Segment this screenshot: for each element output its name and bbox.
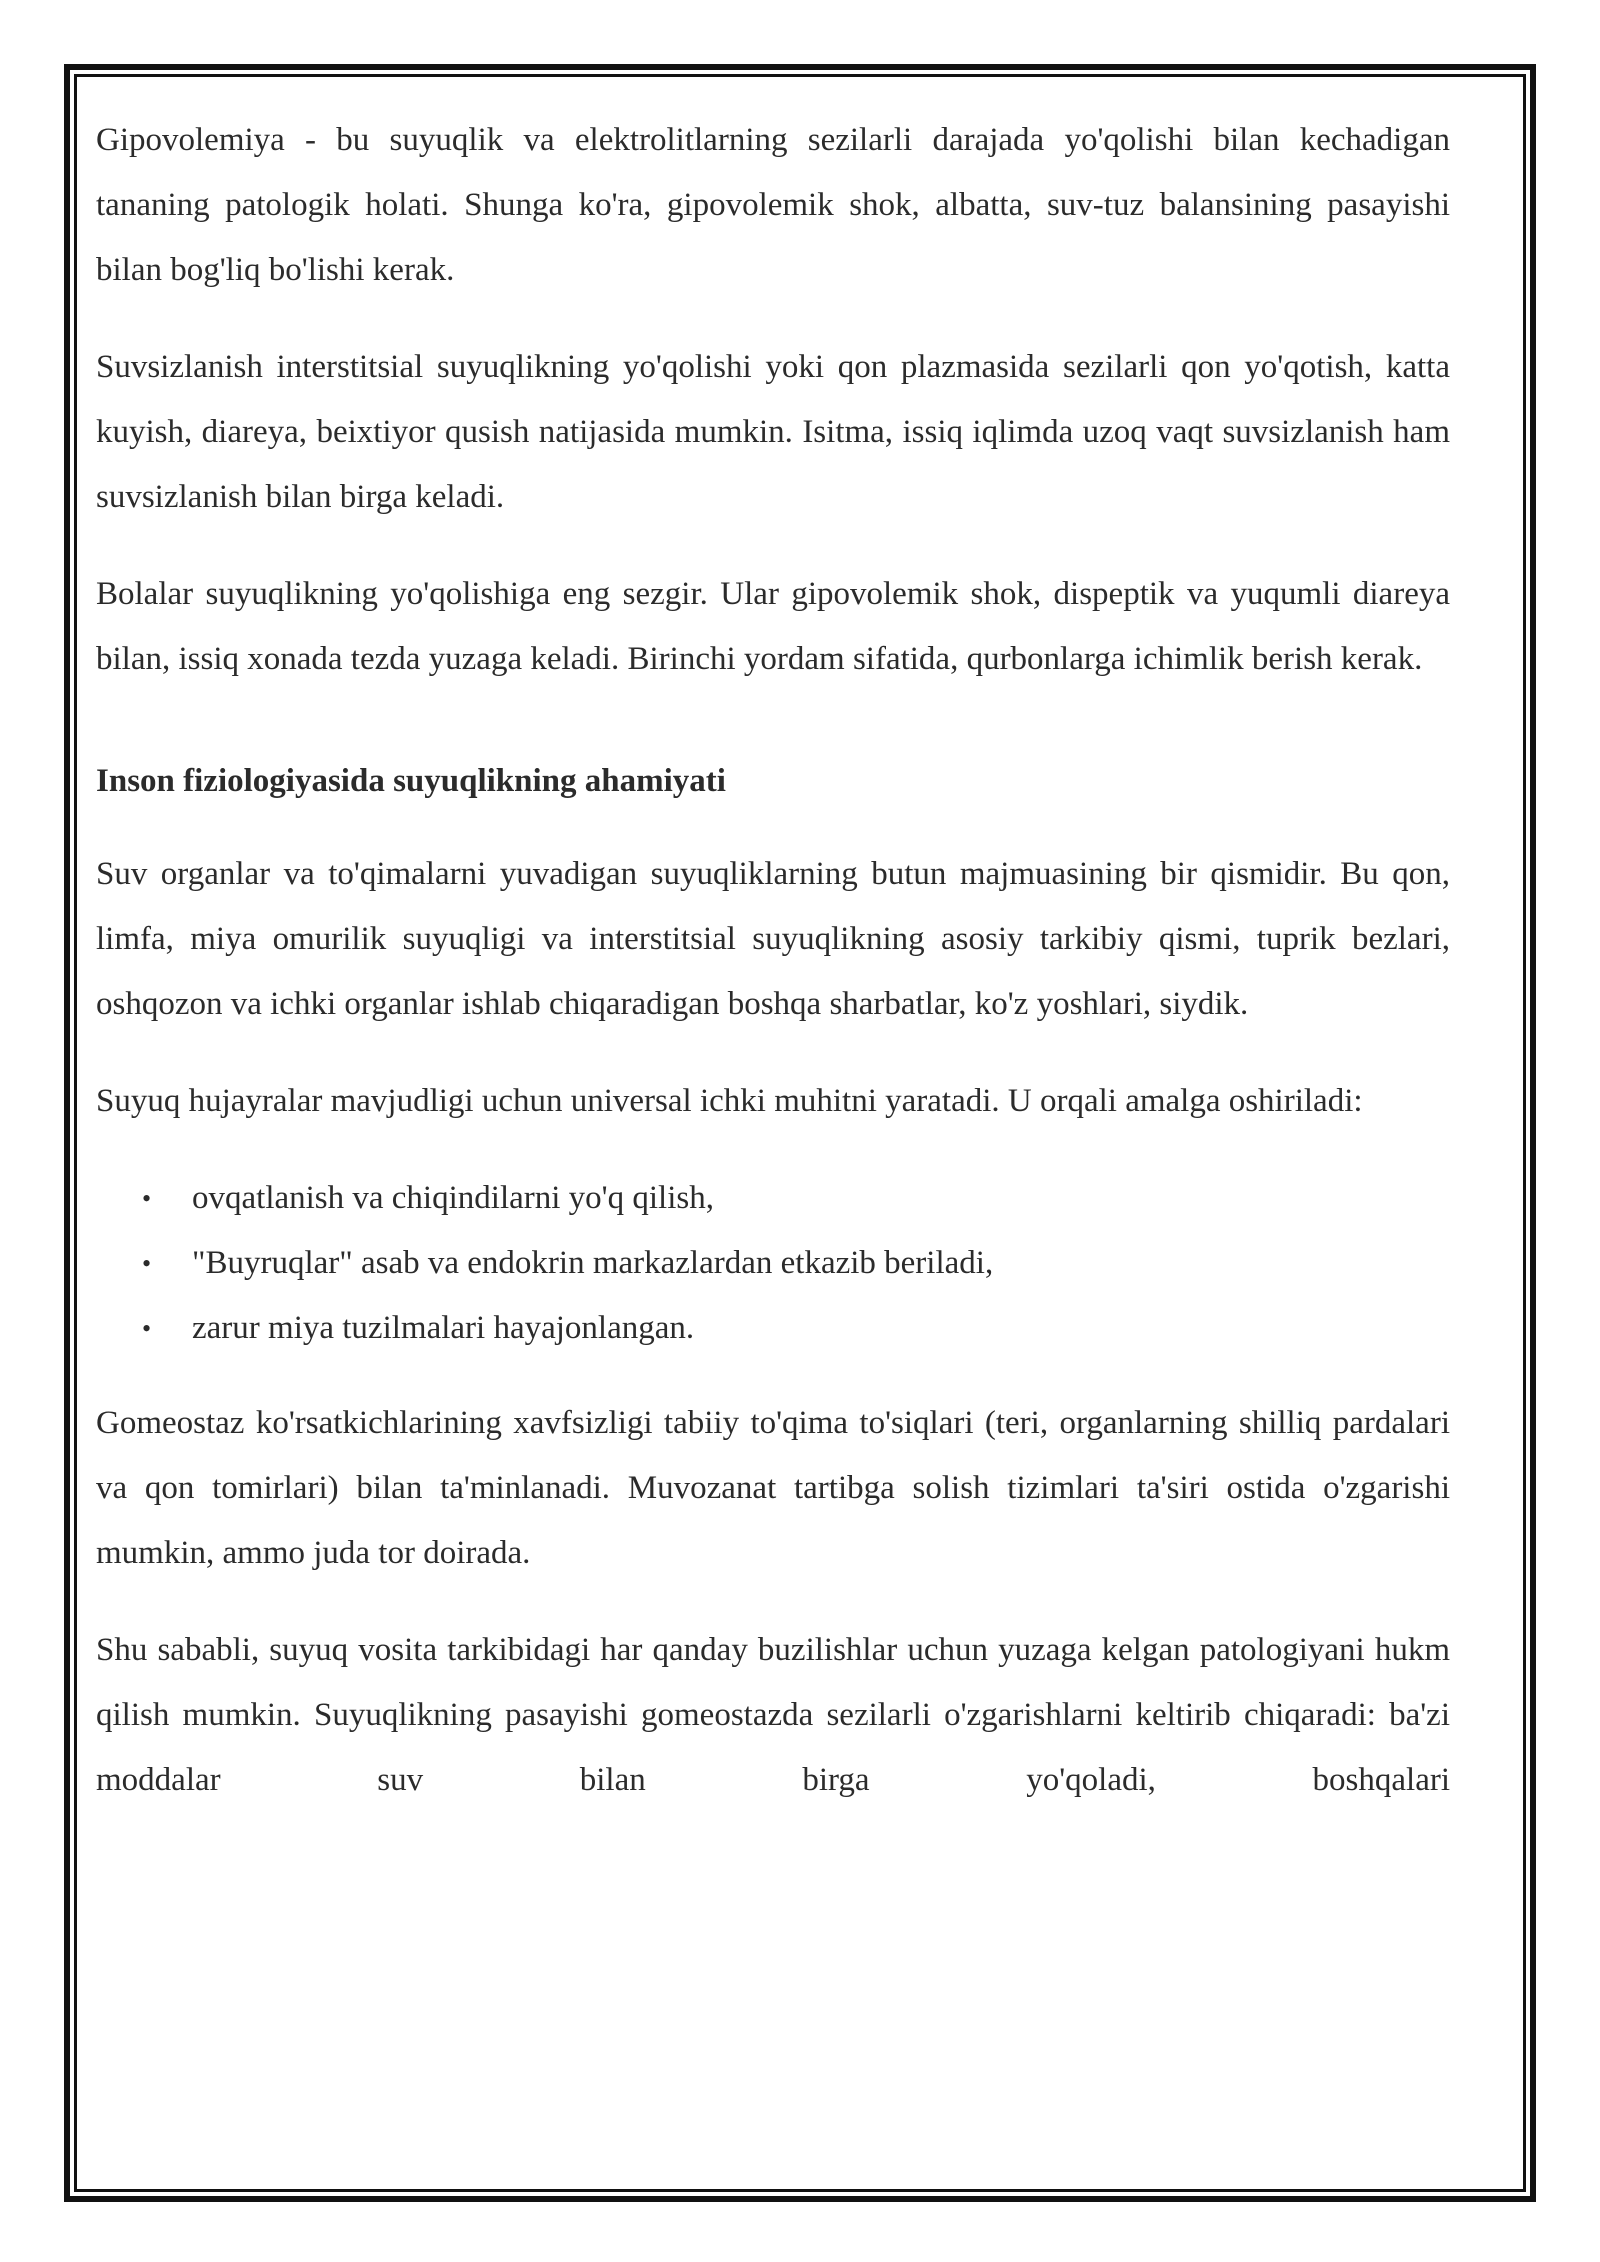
list-item-text: "Buyruqlar" asab va endokrin markazlardan etkazib beriladi, — [192, 1245, 994, 1281]
paragraph-suyuq-hujayralar: Suyuq hujayralar mavjudligi uchun universal ichki muhitni yaratadi. U orqali amalga oshiriladi: — [96, 1083, 1363, 1119]
paragraph-gomeostaz: Gomeostaz ko'rsatkichlarining xavfsizligi tabiiy to'qima to'siqlari (teri, organlarning shilliq pardalari va qon tomirlari) bilan ta'minlanadi. Muvozanat tartibga solish tizimlari ta'siri ostida o'zgarishi mumkin, ammo juda tor doirada. — [96, 1405, 1450, 1571]
paragraph-gipovolemiya: Gipovolemiya - bu suyuqlik va elektrolitlarning sezilarli darajada yo'qolishi bilan kechadigan tananing patologik holati. Shunga ko'ra, gipovolemik shok, albatta, suv-tuz balansining pasayishi bilan bog'liq bo'lishi kerak. — [96, 122, 1450, 288]
bullet-list — [96, 1166, 1450, 1361]
paragraph-shu-sababli: Shu sababli, suyuq vosita tarkibidagi har qanday buzilishlar uchun yuzaga kelgan patologiyani hukm qilish mumkin. Suyuqlikning pasayishi gomeostazda sezilarli o'zgarishlarni keltirib chiqaradi: ba'zi moddalar suv bilan birga yo'qoladi, boshqalari — [96, 1632, 1450, 1798]
section-heading: Inson fiziologiyasida suyuqlikning ahamiyati — [96, 763, 726, 799]
bullet-icon: • — [142, 1184, 152, 1213]
list-item — [96, 1166, 1450, 1231]
list-item — [96, 1296, 1450, 1361]
document-body — [96, 108, 1450, 1845]
bullet-icon: • — [142, 1249, 152, 1278]
list-item-text: zarur miya tuzilmalari hayajonlangan. — [192, 1310, 695, 1346]
list-item-text: ovqatlanish va chiqindilarni yo'q qilish, — [192, 1180, 714, 1216]
bullet-icon: • — [142, 1314, 152, 1343]
paragraph-bolalar: Bolalar suyuqlikning yo'qolishiga eng sezgir. Ular gipovolemik shok, dispeptik va yuqumli diareya bilan, issiq xonada tezda yuzaga keladi. Birinchi yordam sifatida, qurbonlarga ichimlik berish kerak. — [96, 576, 1450, 677]
paragraph-suvsizlanish: Suvsizlanish interstitsial suyuqlikning yo'qolishi yoki qon plazmasida sezilarli qon yo'qotish, katta kuyish, diareya, beixtiyor qusish natijasida mumkin. Isitma, issiq iqlimda uzoq vaqt suvsizlanish ham suvsizlanish bilan birga keladi. — [96, 349, 1450, 515]
list-item — [96, 1231, 1450, 1296]
paragraph-suv-organlar: Suv organlar va to'qimalarni yuvadigan suyuqliklarning butun majmuasining bir qismidir. Bu qon, limfa, miya omurilik suyuqligi va interstitsial suyuqlikning asosiy tarkibiy qismi, tuprik bezlari, oshqozon va ichki organlar ishlab chiqaradigan boshqa sharbatlar, ko'z yoshlari, siydik. — [96, 856, 1450, 1022]
